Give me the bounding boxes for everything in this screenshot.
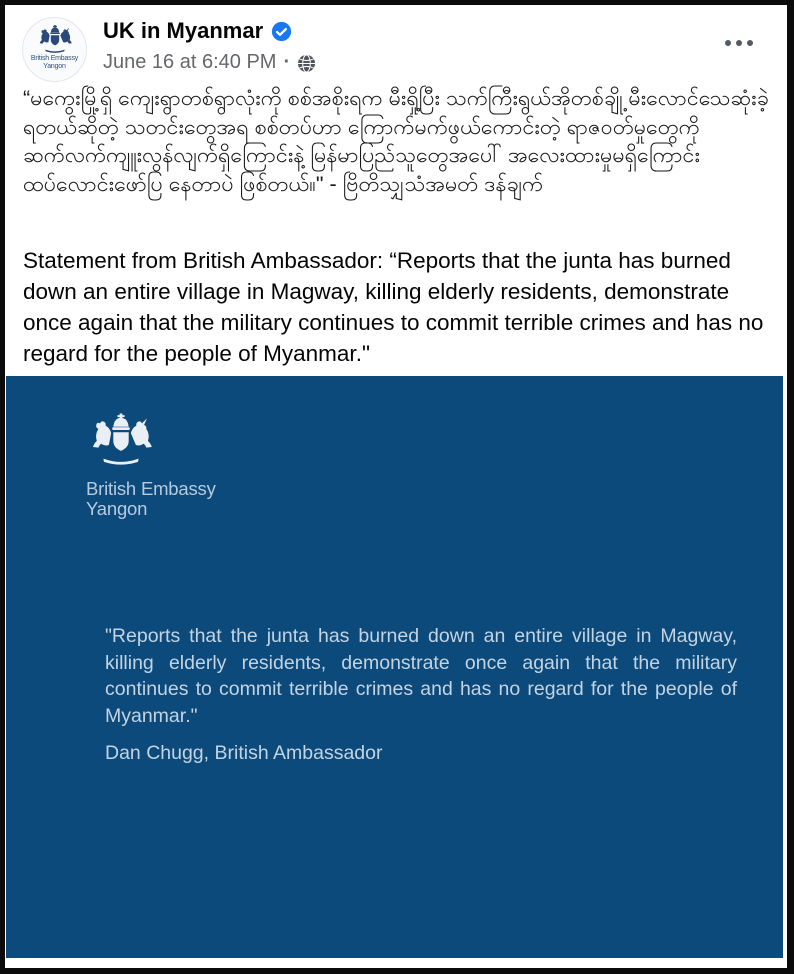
ellipsis-dot (747, 40, 753, 46)
ellipsis-dot (725, 40, 731, 46)
image-attribution: Dan Chugg, British Ambassador (105, 742, 383, 764)
post-timestamp[interactable]: June 16 at 6:40 PM (103, 51, 277, 73)
globe-privacy-icon (297, 54, 316, 73)
avatar-label: British Embassy Yangon (30, 55, 79, 70)
embassy-logo-line2: Yangon (86, 497, 148, 519)
post-meta (103, 51, 316, 74)
page-name-link[interactable]: UK in Myanmar (103, 18, 264, 43)
image-quote-text: "Reports that the junta has burned down an entire village in Magway, killing elderly residents, demonstrate once again that the military continues to commit terrible crimes and has no regard for the people of Myanmar." (105, 625, 737, 727)
post-text-english: Statement from British Ambassador: “Reports that the junta has burned down an entire village in Magway, killing elderly residents, demonstrate once again that the military continues to commit terrible crimes and has no regard for the people of Myanmar." (23, 248, 764, 366)
verified-badge-icon (271, 21, 292, 42)
ellipsis-dot (736, 40, 742, 46)
meta-separator: · (283, 51, 291, 73)
post-attached-image[interactable] (6, 376, 783, 958)
embassy-logo-line1: British Embassy (86, 478, 216, 499)
embassy-logo-text (86, 479, 216, 518)
embassy-crest-icon (37, 25, 73, 55)
page-avatar[interactable] (22, 17, 87, 82)
more-options-button[interactable] (719, 31, 759, 55)
post-text-burmese: “မကွေးမြို့ရှိ ကျေးရွာတစ်ရွာလုံးကို စစ်အစိုးရက မီးရှို့ပြီး သက်ကြီးရွယ်အိုတစ်ချို့ မီးလောင်သေဆုံးခဲ့ရတယ်ဆိုတဲ့ သတင်းတွေအရ စစ်တပ်ဟာ ကြောက်မက်ဖွယ်ကောင်းတဲ့ ရာဇဝတ်မှုတွေကို ဆက်လက်ကျူးလွန်လျက်ရှိကြောင်းနဲ့ မြန်မာပြည်သူတွေအပေါ် အလေးထားမှုမရှိကြောင်းထပ်လောင်းဖော်ပြ နေတာပဲ ဖြစ်တယ်။" - ဗြိတိသျှသံအမတ် ဒန်ချက် (23, 86, 769, 196)
post-header (103, 18, 292, 44)
embassy-crest-icon (88, 412, 154, 470)
embassy-logo-block (86, 412, 216, 518)
